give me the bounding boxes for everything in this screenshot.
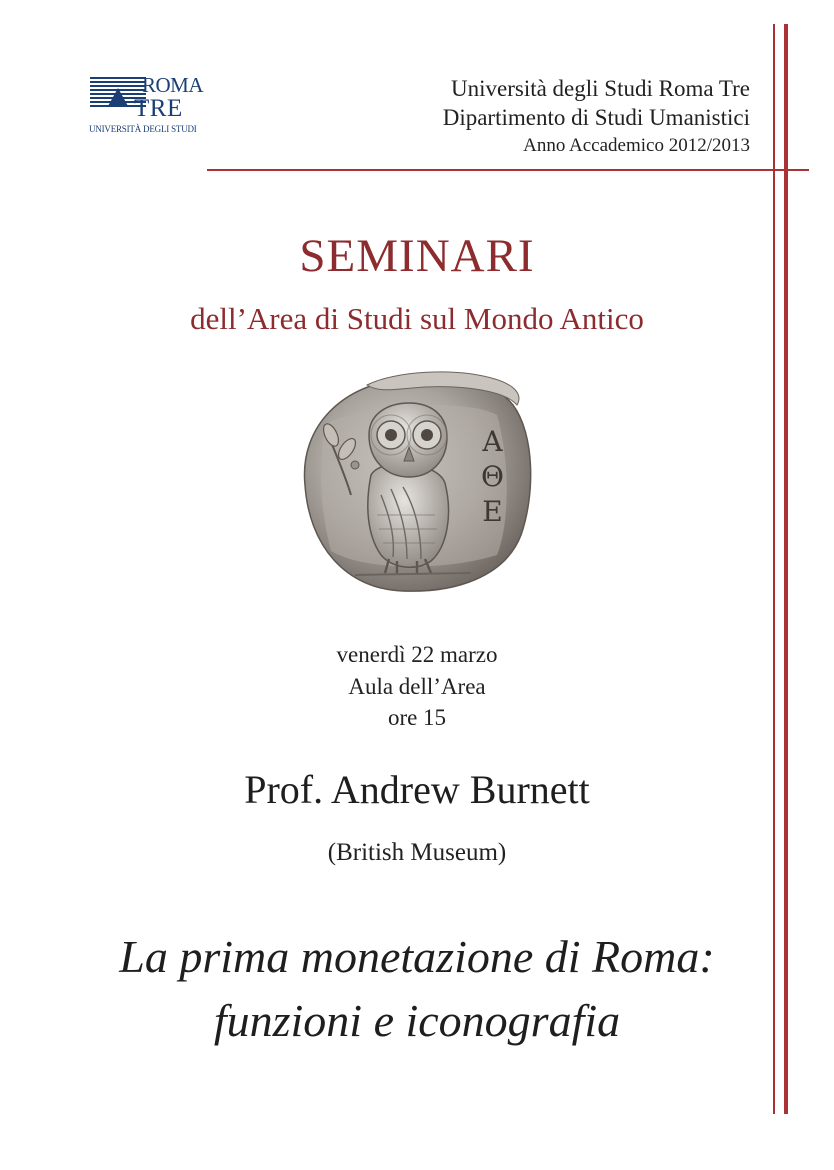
academic-year: Anno Accademico 2012/2013 bbox=[523, 135, 750, 156]
coin-inscription: ΑΘΕ bbox=[476, 425, 509, 530]
talk-title-line-1: La prima monetazione di Roma: bbox=[119, 931, 715, 982]
speaker-affiliation: (British Museum) bbox=[327, 839, 507, 866]
talk-title-line-2: funzioni e iconografia bbox=[213, 995, 621, 1046]
institution-block bbox=[443, 74, 750, 160]
event-date: venerdì 22 marzo bbox=[336, 642, 498, 667]
speaker-name: Prof. Andrew Burnett bbox=[244, 767, 590, 812]
seminar-subtitle: dell’Area di Studi sul Mondo Antico bbox=[190, 301, 644, 336]
university-logo bbox=[88, 74, 213, 140]
event-room: Aula dell’Area bbox=[348, 674, 486, 699]
logo-word-university: UNIVERSITÀ DEGLI STUDI bbox=[89, 124, 197, 134]
seminar-title: SEMINARI bbox=[299, 230, 535, 282]
logo-word-tre: TRE bbox=[134, 95, 183, 122]
logo-word-roma: ROMA bbox=[142, 73, 204, 97]
department-name: Dipartimento di Studi Umanistici bbox=[442, 105, 750, 130]
logo-triangle-icon bbox=[108, 88, 128, 106]
header-horizontal-rule bbox=[207, 169, 809, 171]
university-name: Università degli Studi Roma Tre bbox=[451, 76, 750, 101]
event-time: ore 15 bbox=[387, 705, 447, 730]
